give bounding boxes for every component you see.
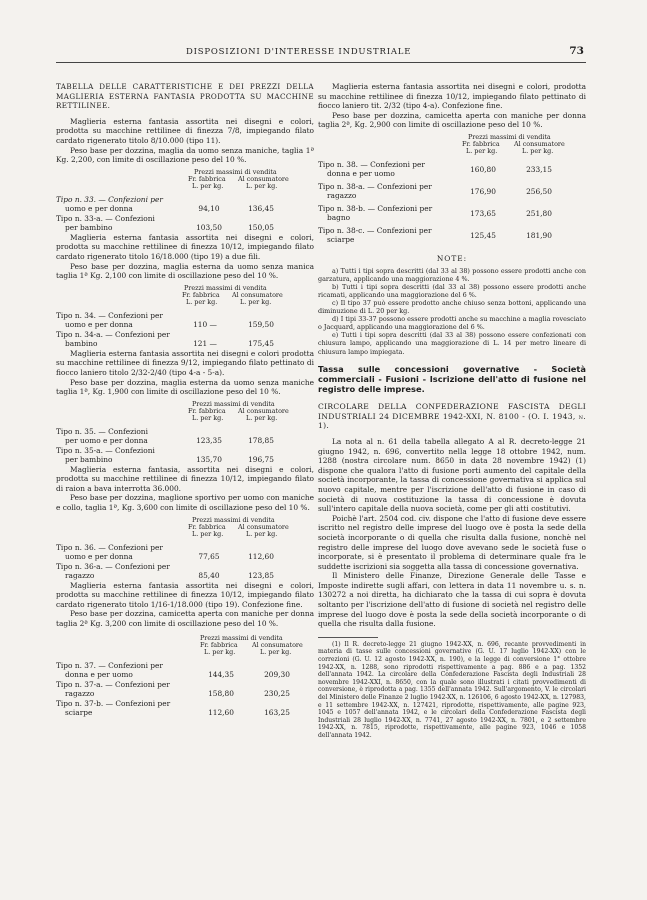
table-row: Tipo n. 35-a. — Confezioni per bambino 135,70 196,75 <box>56 445 274 464</box>
note-e: e) Tutti i tipi sopra descritti (dal 33 al 38) possono essere confezionati con chiusura lampo, applicando una maggiorazione di L. 14 per metro lineare di chiusura lampo impiegata. <box>318 331 586 356</box>
intro-37: Maglieria esterna fantasia assortita nei disegni e colori, prodotta su macchine rettilinee di finezza 10/12, impiegando filato cardato rigenerato titolo 1/16-1/18.000 (tipo 19). Confezione fine. <box>56 580 314 609</box>
base-34: Peso base per dozzina, maglia esterna da uomo senza manica taglia 1ª Kg. 2,100 con limite di oscillazione peso del 10 %. <box>56 261 314 281</box>
table-row: Tipo n. 34-a. — Confezioni per bambino 121 — 175,45 <box>56 329 274 348</box>
table-row: Tipo n. 36-a. — Confezioni per ragazzo 85,40 123,85 <box>56 561 274 580</box>
section-title: Tassa sulle concessioni governative - Società commerciali - Fusioni - Iscrizione dell'atto di fusione nel registro delle imprese. <box>318 363 586 394</box>
table-row: Tipo n. 38. — Confezioni per donna e per uomo 160,80 233,15 <box>318 159 552 178</box>
table-row: Tipo n. 33-a. — Confezioni per bambino 103,50 150,05 <box>56 213 274 232</box>
table-row: Tipo n. 37-a. — Confezioni per ragazzo 158,80 230,25 <box>56 679 290 698</box>
intro-33: Maglieria esterna fantasia assortita nei disegni e colori, prodotta su macchine rettilinee di finezza 7/8, impiegando filato cardato rigenerato titolo 8/10.000 (tipo 11). <box>56 116 314 145</box>
base-35: Peso base per dozzina, maglia esterna da uomo senza maniche taglia 1ª, Kg. 1,900 con limite di oscillazione peso del 10 %. <box>56 377 314 397</box>
price-header: Prezzi massimi di vendita Fr. fabbrica Al consumatore L. per kg. L. per kg. <box>182 283 283 306</box>
price-header: Prezzi massimi di vendita Fr. fabbrica Al consumatore L. per kg. L. per kg. <box>188 399 289 422</box>
intro-38: Maglieria esterna fantasia assortita nei disegni e colori, prodotta su macchine rettilinee di finezza 10/12, impiegando filato pettinato di fiocco laniero tit. 2/32 (tipo 4-a). Confezione fine. <box>318 82 586 111</box>
table-row: Tipo n. 37. — Confezioni per donna e per uomo 144,35 209,30 <box>56 660 290 679</box>
table-row: Tipo n. 38-c. — Confezioni per sciarpe 125,45 181,90 <box>318 225 552 244</box>
note-a: a) Tutti i tipi sopra descritti (dal 33 al 38) possono essere prodotti anche con garzatura, applicando una maggiorazione 4 %. <box>318 266 586 283</box>
left-column <box>56 82 314 718</box>
right-column <box>318 82 586 740</box>
footnote: (1) Il R. decreto-legge 21 giugno 1942-XX, n. 696, recante provvedimenti in materia di tasse sulle concessioni governative (G. U. 17 luglio 1942-XX) con le correzioni (G. U. 12 agosto 1942-XX, n. 190), e la legge di conversione 1° ottobre 1942-XX, n. 1288, sono riprodotti rispettivamente a pag. 886 e a pag. 1352 dell'annata 1942. La circolare della Confederazione Fascista degli Industriali 28 novembre 1942-XXI, n. 8650, con la quale sono illustrati i citati provvedimenti di conversione, è riprodotta a pag. 1355 dell'annata 1942. Sull'argomento, V. le circolari del Ministero delle Finanze 2 luglio 1942-XX, n. 126106, 6 agosto 1942-XX, n. 127983, e 11 settembre 1942-XX, n. 127421, riprodotte, rispettivamente, alle pagine 923, 1045 e 1057 dell'annata 1942, e le circolari della Confederazione Fascista degli Industriali 28 luglio 1942-XX, n. 7741, 27 agosto 1942-XX, n. 7801, e 2 settembre 1942-XX, n. 7815, riprodotte, rispettivamente, alle pagine 923, 1046 e 1058 dell'annata 1942. <box>318 640 586 739</box>
price-header: Prezzi massimi di vendita Fr. fabbrica Al consumatore L. per kg. L. per kg. <box>188 167 289 190</box>
page-number: 73 <box>569 45 584 57</box>
header-rule <box>56 62 586 63</box>
intro-36: Maglieria esterna fantasia, assortita nei disegni e colori, prodotta su macchine rettilinee di finezza 10/12, impiegando filato di raion a bava interrotta 36.000. <box>56 464 314 493</box>
note-c: c) Il tipo 37 può essere prodotto anche chiuso senza bottoni, applicando una diminuzione di L. 20 per kg. <box>318 298 586 316</box>
note-b: b) Tutti i tipi sopra descritti (dal 33 al 38) possono essere prodotti anche ricamati, applicando una maggiorazione del 6 %. <box>318 282 586 299</box>
table-row: Tipo n. 34. — Confezioni per uomo e per donna 110 — 159,50 <box>56 310 274 329</box>
paragraph-2: Poichè l'art. 2504 cod. civ. dispone che l'atto di fusione deve essere iscritto nel registro delle imprese del luogo ove è posta la sede della società incorporante o di quella che risulta dalla fusione, nonchè nel registro delle imprese del luogo dove avevano sede le società fuse o incorporate, si è presentato il problema di determinare quale fra le suddette iscrizioni sia soggetta alla tassa di concessione governativa. <box>318 513 586 571</box>
note-d: d) I tipi 33-37 possono essere prodotti anche su macchine a maglia rovesciato o Jacquard, applicando una maggiorazione del 6 %. <box>318 315 586 332</box>
notes-title: NOTE: <box>436 253 468 263</box>
table-row: Tipo n. 36. — Confezioni per uomo e per donna 77,65 112,60 <box>56 542 274 561</box>
table-row: Tipo n. 38-b. — Confezioni per bagno 173,65 251,80 <box>318 203 552 222</box>
table-row: Tipo n. 35. — Confezioni per uomo e per donna 123,35 178,85 <box>56 426 274 445</box>
base-38: Peso base per dozzina, camicetta aperta con maniche per donna taglia 2ª, Kg. 2,900 con limite di oscillazione peso del 10 %. <box>318 110 586 130</box>
price-header: Prezzi massimi di vendita Fr. fabbrica Al consumatore L. per kg. L. per kg. <box>188 515 289 538</box>
paragraph-3: Il Ministero delle Finanze, Direzione Generale delle Tasse e Imposte indirette sugli affari, con lettera in data 11 novembre u. s. n. 130272 a noi diretta, ha dichiarato che la tassa di cui sopra è dovuta soltanto per l'iscrizione dell'atto di fusione di società nel registro delle imprese del luogo dove è posta la sede della società incorporante o di quella che risulta dalla fusione. <box>318 571 586 629</box>
table-row: Tipo n. 37-b. — Confezioni per sciarpe 112,60 163,25 <box>56 698 290 717</box>
price-header: Prezzi massimi di vendita Fr. fabbrica Al consumatore L. per kg. L. per kg. <box>200 633 303 656</box>
base-33: Peso base per dozzina, maglia da uomo senza maniche, taglia 1ª Kg. 2,200, con limite di oscillazione peso del 10 %. <box>56 145 314 165</box>
base-36: Peso base per dozzina, maglione sportivo per uomo con maniche e collo, taglia 1ª, Kg. 3,600 con limite di oscillazione peso del 10 %. <box>56 493 314 513</box>
table-title: TABELLA DELLE CARATTERISTICHE E DEI PREZZI DELLA MAGLIERIA ESTERNA FANTASIA PRODOTTA SU MACCHINE RETTILINEE. <box>56 82 314 111</box>
circular-title: CIRCOLARE DELLA CONFEDERAZIONE FASCISTA DEGLI INDUSTRIALI 24 DICEMBRE 1942-XXI, N. 8100 - (O. I. 1943, n. 1). <box>318 402 586 431</box>
table-row: Tipo n. 33. — Confezioni per uomo e per donna 94,10 136,45 <box>56 194 274 213</box>
base-37: Peso base per dozzina, camicetta aperta con maniche per donna taglia 2ª Kg. 3,200 con limite di oscillazione peso del 10 %. <box>56 609 314 629</box>
table-row: Tipo n. 38-a. — Confezioni per ragazzo 176,90 256,50 <box>318 181 552 200</box>
running-title: DISPOSIZIONI D'INTERESSE INDUSTRIALE <box>186 47 412 57</box>
intro-34: Maglieria esterna fantasia assortita nei disegni e colori, prodotta su macchine rettilinee di finezza 10/12, impiegando filato cardato rigenerato titolo 16/18.000 (tipo 19) a due fili. <box>56 232 314 261</box>
intro-35: Maglieria esterna fantasia assortita nei disegni e colori prodotta su macchine rettilinee di finezza 9/12, impiegando filato pettinato di fiocco laniero titolo 2/32-2/40 (tipo 4-a - 5-a). <box>56 348 314 377</box>
price-header: Prezzi massimi di vendita Fr. fabbrica Al consumatore L. per kg. L. per kg. <box>462 132 565 155</box>
paragraph-1: La nota al n. 61 della tabella allegato A al R. decreto-legge 21 giugno 1942, n. 696, convertito nella legge 18 ottobre 1942, num. 1288 (nostra circolare num. 8650 in data 28 novembre 1942) (1) dispone che qualora l'atto di fusione porti aumento del capitale della società incorporante, la tassa di concessione governativa si applica sul nuovo capitale, mentre per l'iscrizione dell'atto di fusione in caso di società di nuova costituzione la tassa di concessione è dovuta sull'intero capitale della nuova società, come per gli atti costitutivi. <box>318 436 586 514</box>
